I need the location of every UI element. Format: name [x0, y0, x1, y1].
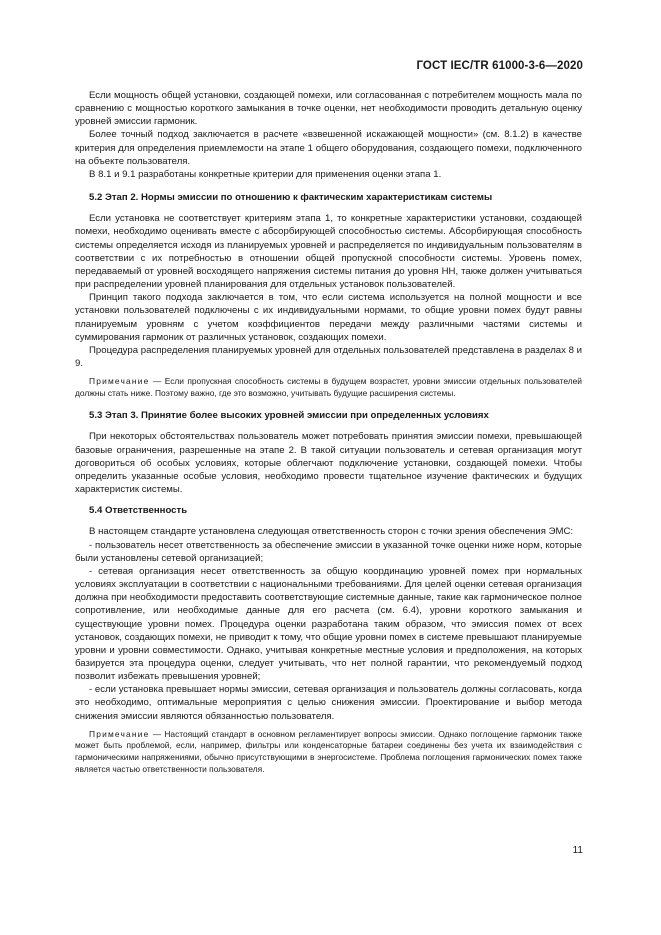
list-item: - сетевая организация несет ответственность за общую координацию уровней помех при нормальных условиях эксплуатации в соответствии с национальными требованиями. Для целей оценки сетевая организация должна при необходимости предоставить соответствующие системные данные, такие как гармоническое полное сопротивление, или необходимые данные для его расчета (см. 6.4), уровни короткого замыкания и существующие уровни помех. Процедура оценки разработана таким образом, что эмиссия помех от всех установок, создающих помехи, не приводит к тому, что общие уровни помех в системе превышают планируемые уровни и уровни совместимости. Однако, учитывая конкретные местные условия и предположения, на которых базируется эта процедура оценки, следует учитывать, что нет полной гарантии, что рекомендуемый подход позволит избежать превышения уровней;: [75, 565, 582, 683]
note-text: — Настоящий стандарт в основном регламентирует вопросы эмиссии. Однако поглощение гармоник также может быть проблемой, если, например, фильтры или конденсаторные батареи соединены без учета их взаимодействия с гармоническими напряжениями, обычно присутствующими в энергосистеме. Проблема поглощения гармонических помех также является частью ответственности пользователя.: [75, 728, 582, 774]
note-label: Примечание: [89, 376, 150, 387]
section-heading-5-3: 5.3 Этап 3. Принятие более высоких уровней эмиссии при определенных условиях: [89, 410, 489, 422]
note-text: — Если пропускная способность системы в будущем возрастет, уровни эмиссии отдельных пользователей должны стать ниже. Поэтому важно, где это возможно, учитывать будущие расширения системы.: [75, 376, 582, 398]
paragraph: Более точный подход заключается в расчете «взвешенной искажающей мощности» (см. 8.1.2) в качестве критерия для определения приемлемости на этапе 1 общего оборудования, создающего помехи, подключенного на объекте пользователя.: [75, 129, 582, 167]
paragraph: Процедура распределения планируемых уровней для отдельных пользователей представлена в разделах 8 и 9.: [75, 344, 582, 369]
list-item: - пользователь несет ответственность за обеспечение эмиссии в указанной точке оценки ниже норм, которые были установлены сетевой организацией;: [75, 539, 582, 564]
list-item: - если установка превышает нормы эмиссии, сетевая организация и пользователь должны согласовать, когда это необходимо, оптимальные мероприятия с целью снижения эмиссии. Проектирование и выбор метода снижения эмиссии являются обязанностью пользователя.: [75, 684, 582, 722]
paragraph: При некоторых обстоятельствах пользователь может потребовать принятия эмиссии помехи, превышающей базовые ограничения, разрешенные на этапе 2. В такой ситуации пользователь и сетевая организация могут договориться об особых условиях, которые облегчают подключение установки, создающей помехи. Чтобы определить указанные особые условия, необходимо провести тщательное изучение фактических и будущих характеристик системы.: [75, 431, 582, 496]
page-content: [75, 89, 582, 775]
section-heading-5-4: 5.4 Ответственность: [89, 505, 188, 517]
paragraph: Если мощность общей установки, создающей помехи, или согласованная с потребителем мощность мала по сравнению с мощностью короткого замыкания в точке оценки, нет необходимости проводить детальную оценку уровней эмиссии гармоник.: [75, 90, 582, 128]
note-label: Примечание: [89, 728, 150, 739]
standard-header: ГОСТ IEC/TR 61000-3-6—2020: [416, 60, 583, 72]
paragraph: Принцип такого подхода заключается в том, что если система используется на полной мощности и все установки пользователей подключены с их индивидуальными нормами, то общие уровни помех будут равны планируемым уровням с учетом коэффициентов передачи между различными частями системы и суммирования гармоник от различных установок, создающих помехи.: [75, 292, 582, 343]
paragraph: Если установка не соответствует критериям этапа 1, то конкретные характеристики установки, создающей помехи, необходимо оценивать вместе с абсорбирующей способностью системы. Абсорбирующая способность системы определяется исходя из планируемых уровней и распределяется по индивидуальным пользователям в соответствии с их потребностью в отношении общей пропускной способности системы. Уровень помех, передаваемый от уровней восходящего напряжения системы питания до уровня НН, также должен учитываться при распределении уровней планирования для отдельных установок пользователей.: [75, 213, 582, 291]
page-number: 11: [572, 845, 583, 856]
paragraph: В настоящем стандарте установлена следующая ответственность сторон с точки зрения обеспечения ЭМС:: [89, 526, 574, 538]
section-heading-5-2: 5.2 Этап 2. Нормы эмиссии по отношению к фактическим характеристикам системы: [89, 192, 493, 204]
note: [75, 729, 582, 775]
note: [75, 376, 582, 399]
paragraph: В 8.1 и 9.1 разработаны конкретные критерии для применения оценки этапа 1.: [89, 168, 442, 180]
